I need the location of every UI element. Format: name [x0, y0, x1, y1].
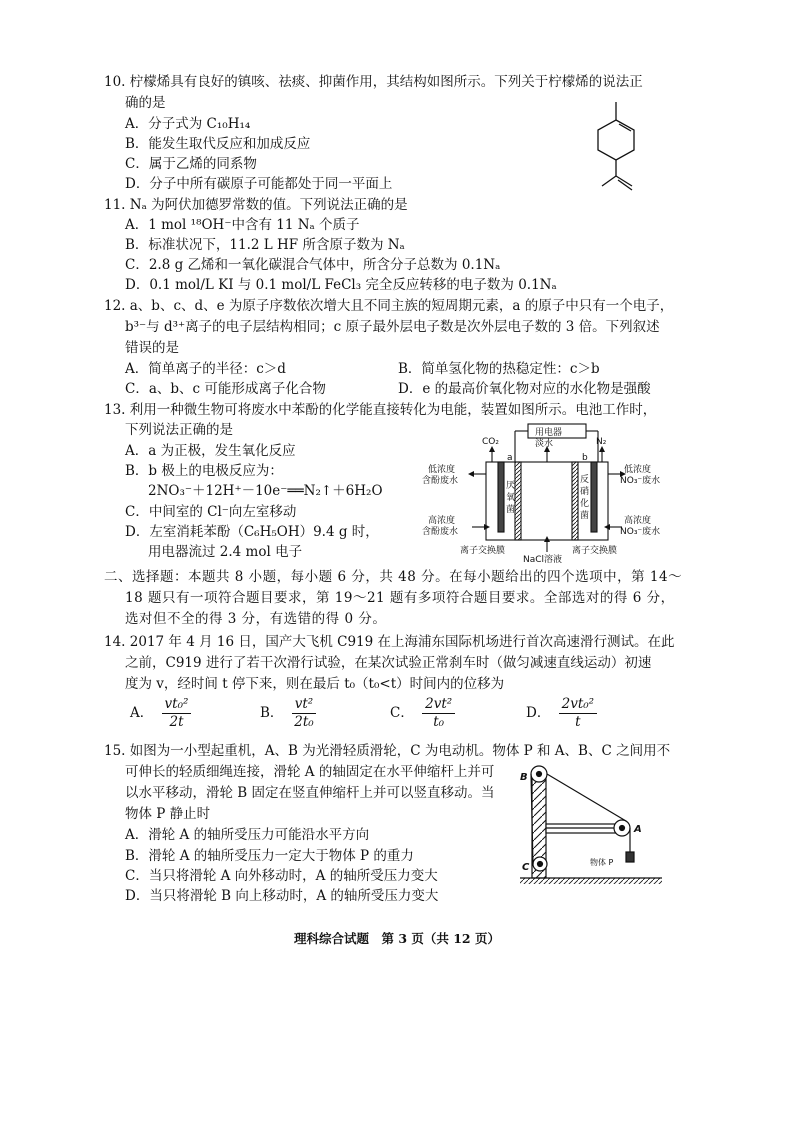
- q15-option-d: D．当只将滑轮 B 向上移动时，A 的轴所受压力变大: [125, 888, 439, 904]
- page-footer: 理科综合试题 第 3 页（共 12 页）: [293, 931, 500, 946]
- fig-membrane-right: 离子交换膜: [572, 546, 618, 556]
- fig-right-bottom-1: 高浓度: [624, 516, 652, 526]
- q14-option-d-label: D．: [526, 705, 551, 721]
- q10-option-d: D．分子中所有碳原子可能都处于同一平面上: [125, 176, 393, 192]
- fig-left-bact-3: 菌: [506, 505, 516, 515]
- q12-stem-line3: 错误的是: [125, 340, 179, 356]
- q13-option-b: B．b 极上的电极反应为：: [125, 463, 283, 479]
- q12-option-a: A．简单离子的半径：c＞d: [125, 361, 286, 377]
- fig-device-label: 用电器: [535, 428, 563, 438]
- q14-option-c: [390, 696, 455, 731]
- q12-option-c: C．a、b、c 可能形成离子化合物: [125, 381, 326, 397]
- q14-a-numerator: vt₀²: [162, 696, 192, 714]
- q14-c-numerator: 2vt²: [422, 696, 455, 714]
- q12-stem-line1: 12. a、b、c、d、e 为原子序数依次增大且不同主族的短周期元素，a 的原子中只有一个电子，: [104, 298, 674, 314]
- fig-nacl-label: NaCl溶液: [523, 555, 563, 564]
- q11-option-d: D．0.1 mol/L KI 与 0.1 mol/L FeCl₃ 完全反应转移的电子数为 0.1Nₐ: [125, 277, 557, 293]
- q14-option-d-fraction: [559, 696, 597, 731]
- q14-stem-line3: 度为 v，经时间 t 停下来，则在最后 t₀（t₀<t）时间内的位移为: [125, 676, 505, 692]
- fig-right-top-2: NO₃⁻废水: [620, 476, 661, 486]
- q12-option-d: D．e 的最高价氧化物对应的水化物是强酸: [398, 381, 651, 397]
- fig-left-bottom-1: 高浓度: [428, 516, 456, 526]
- q11-option-a: A．1 mol ¹⁸OH⁻中含有 11 Nₐ 个质子: [125, 217, 360, 233]
- section2-line1: 二、选择题：本题共 8 小题，每小题 6 分，共 48 分。在每小题给出的四个选项中，第 14～: [104, 569, 683, 585]
- fig-n2-label: N₂: [596, 437, 607, 447]
- q14-option-a-label: A．: [130, 705, 154, 721]
- q14-option-b-label: B．: [260, 705, 284, 721]
- q14-c-denominator: t₀: [433, 714, 445, 730]
- section2-line3: 选对但不全的得 3 分，有选错的得 0 分。: [125, 611, 387, 627]
- q15-option-c: C．当只将滑轮 A 向外移动时，A 的轴所受压力变大: [125, 868, 438, 884]
- q13-stem-line2: 下列说法正确的是: [125, 422, 233, 438]
- fig-object-p-label: 物体 P: [590, 858, 614, 867]
- q14-b-denominator: 2t₀: [294, 714, 314, 730]
- fig-left-bact-1: 厌: [506, 481, 516, 491]
- q12-stem-line2: b³⁻与 d³⁺离子的电子层结构相同；c 原子最外层电子数是次外层电子数的 3 倍。下列叙述: [125, 319, 660, 335]
- q13-stem-line1: 13. 利用一种微生物可将废水中苯酚的化学能直接转化为电能，装置如图所示。电池工作时，: [104, 402, 657, 418]
- q10-stem-line2: 确的是: [125, 95, 166, 111]
- q14-d-numerator: 2vt₀²: [559, 696, 597, 714]
- q13-option-a: A．a 为正极，发生氧化反应: [125, 443, 296, 459]
- q10-option-b: B．能发生取代反应和加成反应: [125, 136, 311, 152]
- q14-stem-line2: 之前，C919 进行了若干次滑行试验，在某次试验正常刹车时（做匀减速直线运动）初速: [125, 655, 652, 671]
- q14-stem-line1: 14. 2017 年 4 月 16 日，国产大飞机 C919 在上海浦东国际机场进行首次高速滑行测试。在此: [104, 634, 675, 650]
- fig-right-bact-3: 化: [580, 499, 590, 509]
- q14-option-a: [130, 696, 191, 731]
- fig-right-bact-4: 菌: [580, 511, 590, 521]
- fig-pulley-b-label: B: [520, 772, 528, 783]
- q15-stem-line4: 物体 P 静止时: [125, 806, 211, 822]
- q10-option-c: C．属于乙烯的同系物: [125, 156, 257, 172]
- section2-line2: 18 题只有一项符合题目要求，第 19～21 题有多项符合题目要求。全部选对的得 6 分，: [125, 590, 675, 606]
- crane-diagram: [518, 760, 664, 888]
- q10-option-a: A．分子式为 C₁₀H₁₄: [125, 116, 251, 132]
- q13-option-c: C．中间室的 Cl⁻向左室移动: [125, 504, 297, 520]
- q12-option-b: B．简单氢化物的热稳定性：c＞b: [398, 361, 600, 377]
- q13-option-d-line1: D．左室消耗苯酚（C₆H₅OH）9.4 g 时，: [125, 524, 379, 540]
- fig-electrode-b: b: [582, 453, 588, 463]
- q15-stem-line2: 可伸长的轻质细绳连接，滑轮 A 的轴固定在水平伸缩杆上并可: [125, 764, 495, 780]
- q14-option-b: [260, 696, 316, 731]
- fig-left-bact-2: 氧: [506, 493, 516, 503]
- fig-right-bact-2: 硝: [580, 487, 590, 497]
- q14-option-a-fraction: [162, 696, 192, 731]
- fig-right-bact-1: 反: [580, 475, 590, 485]
- limonene-structure: [590, 98, 650, 194]
- q14-option-d: [526, 696, 597, 731]
- q14-d-denominator: t: [575, 714, 581, 730]
- q15-stem-line1: 15. 如图为一小型起重机，A、B 为光滑轻质滑轮，C 为电动机。物体 P 和 A、B、C 之间用不: [104, 743, 671, 759]
- fig-water-label: 淡水: [535, 439, 554, 449]
- fig-right-top-1: 低浓度: [624, 465, 652, 475]
- fuel-cell-diagram: [420, 422, 666, 564]
- q14-a-denominator: 2t: [169, 714, 184, 730]
- fig-co2-label: CO₂: [482, 437, 499, 447]
- q14-b-numerator: vt²: [292, 696, 316, 714]
- q13-option-d-line2: 用电器流过 2.4 mol 电子: [148, 544, 303, 560]
- q14-option-c-label: C．: [390, 705, 414, 721]
- fig-left-top-1: 低浓度: [428, 465, 456, 475]
- q14-option-c-fraction: [422, 696, 455, 731]
- fig-left-top-2: 含酚废水: [422, 476, 459, 486]
- q10-stem-line1: 10. 柠檬烯具有良好的镇咳、祛痰、抑菌作用，其结构如图所示。下列关于柠檬烯的说法正: [104, 74, 643, 90]
- fig-right-bottom-2: NO₃⁻废水: [620, 527, 661, 537]
- q15-option-a: A．滑轮 A 的轴所受压力可能沿水平方向: [125, 827, 370, 843]
- q14-option-b-fraction: [292, 696, 316, 731]
- q11-option-b: B．标准状况下，11.2 L HF 所含原子数为 Nₐ: [125, 237, 405, 253]
- fig-pulley-a-label: A: [634, 824, 642, 835]
- fig-electrode-a: a: [507, 453, 513, 463]
- fig-left-bottom-2: 含酚废水: [422, 527, 459, 537]
- fig-motor-c-label: C: [522, 862, 530, 873]
- q13-option-b-equation: 2NO₃⁻＋12H⁺－10e⁻══N₂↑＋6H₂O: [148, 483, 383, 499]
- q11-option-c: C．2.8 g 乙烯和一氧化碳混合气体中，所含分子总数为 0.1Nₐ: [125, 257, 501, 273]
- q11-stem: 11. Nₐ 为阿伏加德罗常数的值。下列说法正确的是: [104, 197, 408, 213]
- fig-membrane-left: 离子交换膜: [460, 546, 506, 556]
- q15-option-b: B．滑轮 A 的轴所受压力一定大于物体 P 的重力: [125, 848, 414, 864]
- q15-stem-line3: 以水平移动，滑轮 B 固定在竖直伸缩杆上并可以竖直移动。当: [125, 785, 495, 801]
